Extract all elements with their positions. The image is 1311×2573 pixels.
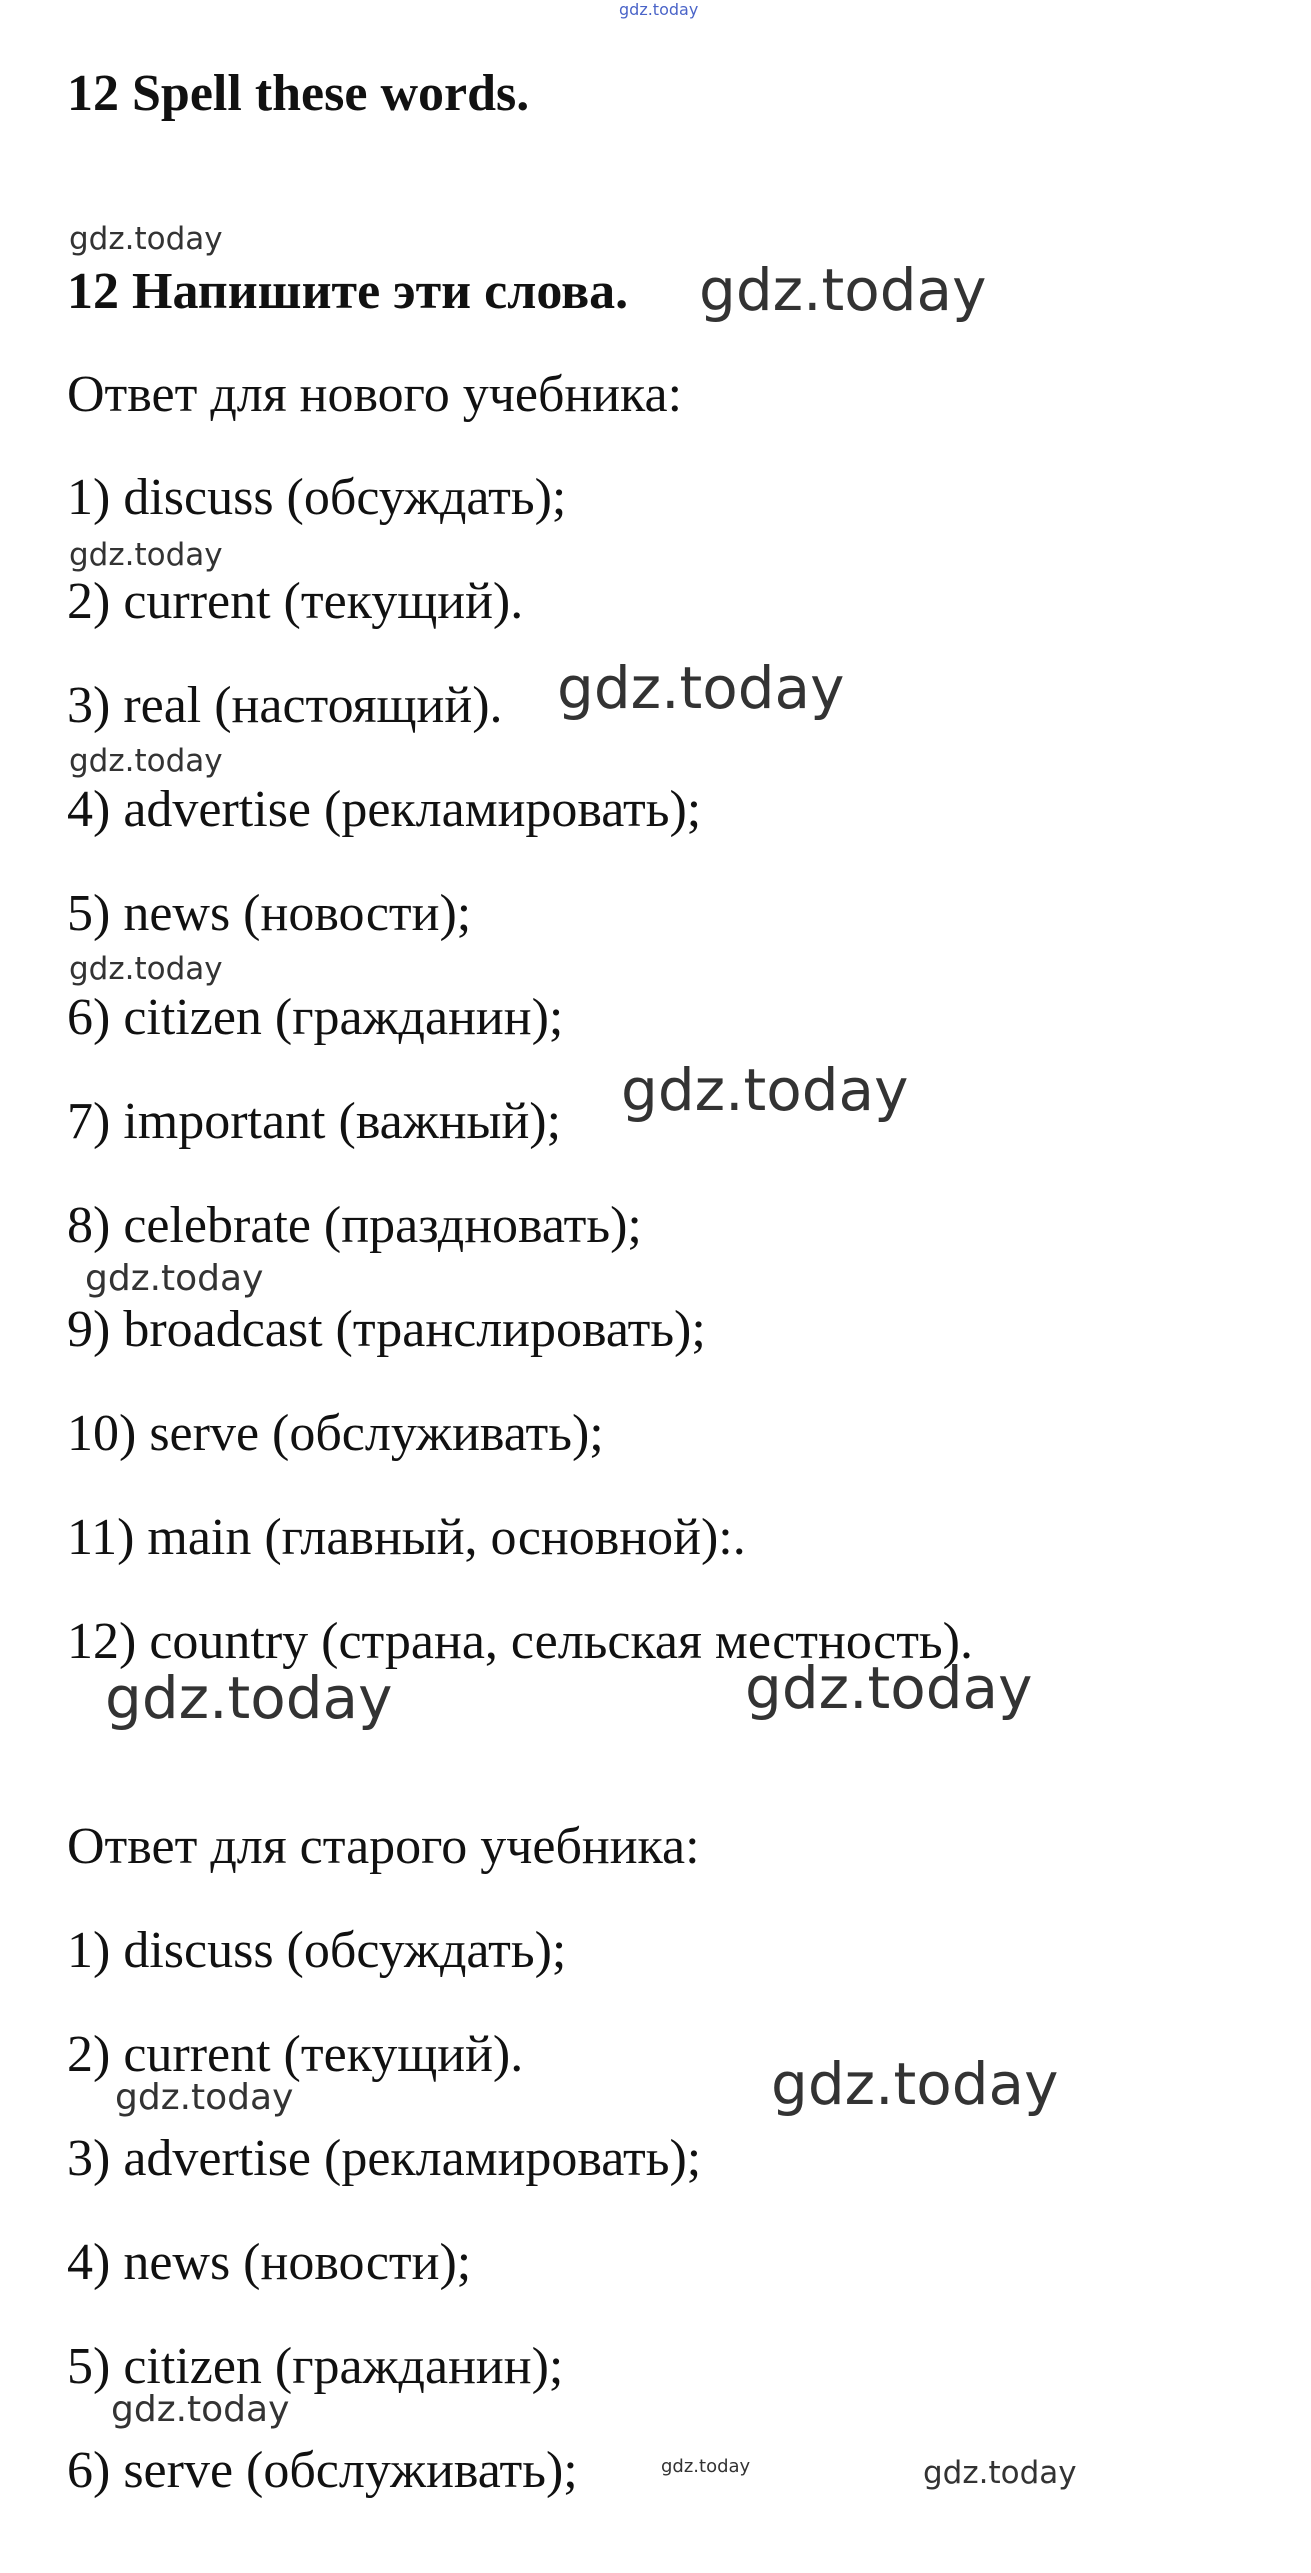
- new-book-item: 3) real (настоящий).: [67, 677, 503, 734]
- old-book-item: 5) citizen (гражданин);: [67, 2338, 564, 2395]
- watermark: gdz.today: [69, 743, 223, 779]
- exercise-title-ru: 12 Напишите эти слова.: [67, 263, 629, 320]
- watermark: gdz.today: [923, 2455, 1077, 2491]
- old-book-item: 1) discuss (обсуждать);: [67, 1922, 567, 1979]
- watermark: gdz.today: [69, 951, 223, 987]
- old-book-item: 3) advertise (рекламировать);: [67, 2130, 702, 2187]
- watermark-top: gdz.today: [619, 0, 699, 19]
- old-book-item: 4) news (новости);: [67, 2234, 472, 2291]
- watermark: gdz.today: [699, 256, 987, 324]
- watermark: gdz.today: [105, 1664, 393, 1732]
- watermark: gdz.today: [771, 2050, 1059, 2118]
- new-book-item: 9) broadcast (транслировать);: [67, 1301, 706, 1358]
- watermark: gdz.today: [85, 1258, 264, 1299]
- new-book-item: 11) main (главный, основной):.: [67, 1509, 746, 1566]
- new-book-item: 8) celebrate (праздновать);: [67, 1197, 642, 1254]
- new-book-heading: Ответ для нового учебника:: [67, 366, 683, 423]
- watermark: gdz.today: [557, 654, 845, 722]
- new-book-item: 12) country (страна, сельская местность).: [67, 1613, 973, 1670]
- new-book-item: 10) serve (обслуживать);: [67, 1405, 604, 1462]
- watermark: gdz.today: [745, 1654, 1033, 1722]
- new-book-item: 1) discuss (обсуждать);: [67, 469, 567, 526]
- old-book-item: 2) current (текущий).: [67, 2026, 524, 2083]
- watermark: gdz.today: [69, 537, 223, 573]
- new-book-item: 5) news (новости);: [67, 885, 472, 942]
- old-book-heading: Ответ для старого учебника:: [67, 1818, 700, 1875]
- watermark: gdz.today: [111, 2389, 290, 2430]
- exercise-title-en: 12 Spell these words.: [67, 65, 530, 122]
- new-book-item: 6) citizen (гражданин);: [67, 989, 564, 1046]
- watermark: gdz.today: [621, 1056, 909, 1124]
- watermark: gdz.today: [661, 2456, 751, 2477]
- watermark: gdz.today: [115, 2077, 294, 2118]
- new-book-item: 2) current (текущий).: [67, 573, 524, 630]
- new-book-item: 4) advertise (рекламировать);: [67, 781, 702, 838]
- new-book-item: 7) important (важный);: [67, 1093, 562, 1150]
- watermark: gdz.today: [69, 221, 223, 257]
- old-book-item: 6) serve (обслуживать);: [67, 2442, 578, 2499]
